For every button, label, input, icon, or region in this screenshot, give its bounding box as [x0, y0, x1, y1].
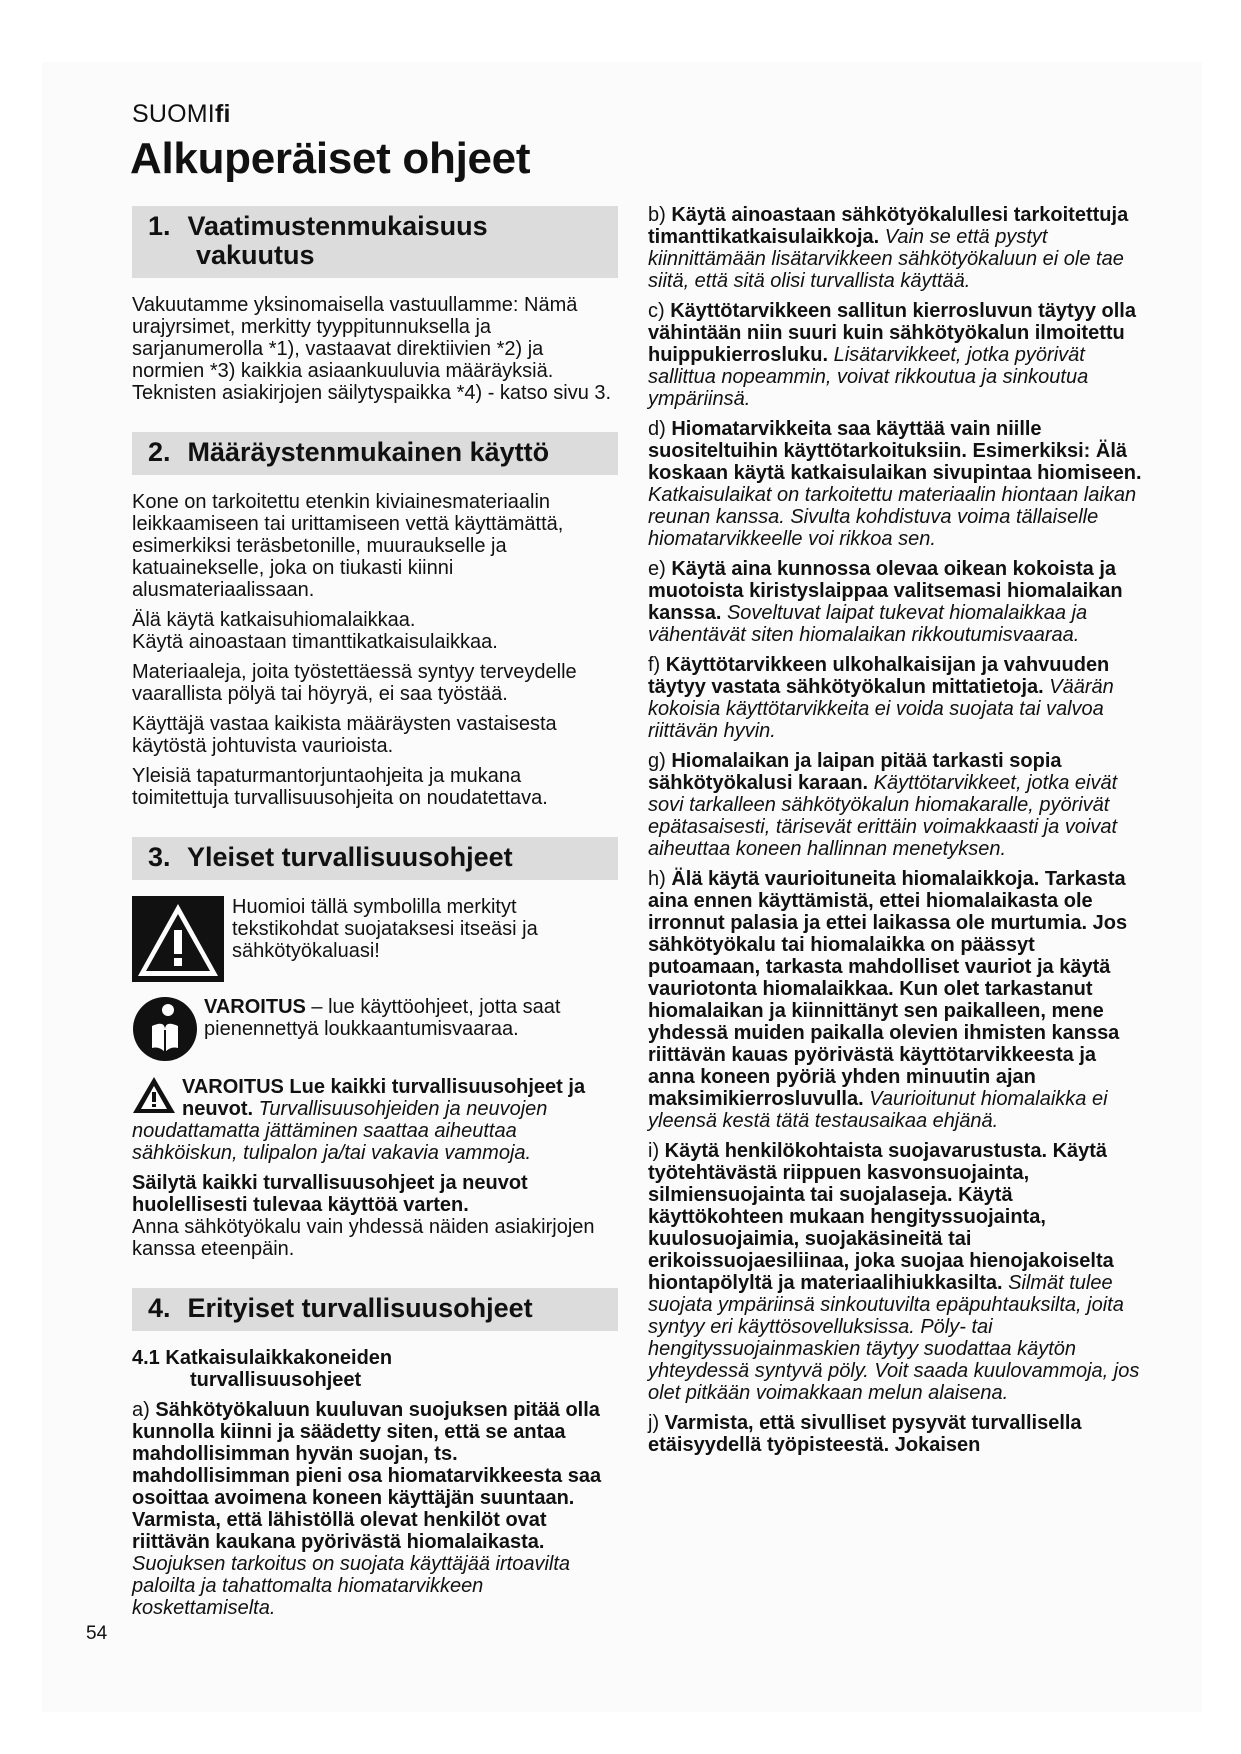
- list-item: f) Käyttötarvikkeen ulkohalkaisijan ja vahvuuden täytyy vastata sähkötyökalun mittatietoja. Väärän kokoisia käyttötarvikkeita ei voida suojata tai valvoa riittävän hyvin.: [648, 654, 1114, 742]
- symbol-note: Huomioi tällä symbolilla merkityt tekstikohdat suojataksesi itseäsi ja sähkötyökaluasi!: [132, 896, 618, 982]
- paragraph: Kone on tarkoitettu etenkin kiviainesmateriaalin leikkaamiseen tai urittamiseen vettä käyttämättä, esimerkiksi teräsbetonille, muuraukselle ja katuainekselle, joka on tiukasti kiinni alusmateriaalissaan.: [132, 491, 564, 601]
- left-column: [132, 206, 618, 1627]
- list-item: a) Sähkötyökaluun kuuluvan suojuksen pitää olla kunnolla kiinni ja säädetty siten, että se antaa mahdollisimman hyvän suojan, ts. mahdollisimman pieni osa hiomatarvikkeesta saa osoittaa avoimena koneen käyttäjän suuntaan. Varmista, että lähistöllä olevat henkilöt ovat riittävän kaukana pyörivästä hiomalaikasta. Suojuksen tarkoitus on suojata käyttäjää irtoavilta paloilta ja tahattomalta hiomatarvikkeen koskettamiselta.: [132, 1399, 602, 1619]
- read-manual-icon: [132, 996, 198, 1062]
- paragraph: Käyttäjä vastaa kaikista määräysten vastaisesta käytöstä johtuvista vaurioista.: [132, 713, 557, 757]
- list-item: g) Hiomalaikan ja laipan pitää tarkasti sopia sähkötyökalusi karaan. Käyttötarvikkeet, jotka eivät sovi tarkalleen sähkötyökalun hiomakaralle, pyörivät epätasaisesti, tärisevät erittäin voimakkaasti ja voivat aiheuttaa koneen hallinnan menetyksen.: [648, 750, 1118, 860]
- section-heading-3: 3. Yleiset turvallisuusohjeet: [132, 837, 618, 880]
- general-warning: VAROITUS Lue kaikki turvallisuusohjeet ja neuvot. Turvallisuusohjeiden ja neuvojen noudattamatta jättäminen saattaa aiheuttaa sähköiskun, tulipalon ja/tai vakavia vammoja.: [132, 1076, 586, 1164]
- section-heading-4: 4. Erityiset turvallisuusohjeet: [132, 1288, 618, 1331]
- list-item: i) Käytä henkilökohtaista suojavarustusta. Käytä työtehtävästä riippuen kasvonsuojainta, silmiensuojainta tai suojalaseja. Käytä käyttökohteen mukaan hengityssuojainta, kuulosuojaimia, suojakäsineitä tai erikoissuojaesiliinaa, joka suojaa hienojakoiselta hiontapölyltä ja materiaalihiukkasilta. Silmät tulee suojata ympäriinsä sinkoutuvilta epäpuhtauksilta, joita syntyy eri käyttösovelluksissa. Pöly- tai hengityssuojainmaskien täytyy suodattaa käytön yhteydessä syntyvä pöly. Voit saada kuulovammoja, jos olet pitkään voimakkaan melun alaisena.: [648, 1140, 1140, 1404]
- list-item: h) Älä käytä vaurioituneita hiomalaikkoja. Tarkasta aina ennen käyttämistä, ettei hiomalaikasta ole irronnut palasia ja ettei laikassa ole murtumia. Jos sähkötyökalu tai hiomalaikka on päässyt putoamaan, tarkasta mahdolliset vauriot ja käytä vauriotonta hiomalaikkaa. Kun olet tarkastanut hiomalaikan ja kiinnittänyt sen paikalleen, mene yhdessä muiden paikalla olevien ihmisten kanssa riittävän kauas pyörivästä käyttötarvikkeesta ja anna koneen pyöriä yhden minuutin ajan maksimikierrosluvulla. Vaurioitunut hiomalaikka ei yleensä kestä tätä testausaikaa ehjänä.: [648, 868, 1128, 1132]
- page-number: 54: [86, 1623, 108, 1644]
- paragraph: Säilytä kaikki turvallisuusohjeet ja neuvot huolellisesti tulevaa käyttöä varten. Anna sähkötyökalu vain yhdessä näiden asiakirjojen kanssa eteenpäin.: [132, 1172, 595, 1260]
- paragraph: Materiaaleja, joita työstettäessä syntyy terveydelle vaarallista pölyä tai höyryä, ei saa työstää.: [132, 661, 577, 705]
- section-heading-1: 1. Vaatimustenmukaisuus vakuutus: [132, 206, 618, 278]
- right-column: [648, 204, 1148, 1464]
- subsection-heading: 4.1 Katkaisulaikkakoneiden turvallisuusohjeet: [132, 1347, 393, 1391]
- list-item: j) Varmista, että sivulliset pysyvät turvallisella etäisyydellä työpisteestä. Jokaisen: [648, 1412, 1082, 1456]
- paragraph: Yleisiä tapaturmantorjuntaohjeita ja mukana toimitettuja turvallisuusohjeita on noudatettava.: [132, 765, 548, 809]
- page-title: Alkuperäiset ohjeet: [130, 134, 531, 183]
- language-label: SUOMIfi: [132, 100, 231, 128]
- list-item: e) Käytä aina kunnossa olevaa oikean kokoista ja muotoista kiristyslaippaa valitsemasi hiomalaikan kanssa. Soveltuvat laipat tukevat hiomalaikkaa ja vähentävät siten hiomalaikan rikkoutumisvaaraa.: [648, 558, 1123, 646]
- list-item: b) Käytä ainoastaan sähkötyökalullesi tarkoitettuja timanttikatkaisulaikkoja. Vain se että pystyt kiinnittämään lisätarvikkeen sähkötyökaluun ei ole tae siitä, että sitä olisi turvallista käyttää.: [648, 204, 1129, 292]
- read-manual-warning: VAROITUS – lue käyttöohjeet, jotta saat pienennettyä loukkaantumisvaaraa.: [132, 996, 618, 1062]
- small-warning-triangle-icon: [132, 1076, 176, 1114]
- list-item: c) Käyttötarvikkeen sallitun kierrosluvun täytyy olla vähintään niin suuri kuin sähkötyökalun ilmoitettu huippukierrosluku. Lisätarvikkeet, jotka pyörivät sallittua nopeammin, voivat rikkoutua ja sinkoutua ympäriinsä.: [648, 300, 1136, 410]
- paragraph: Vakuutamme yksinomaisella vastuullamme: Nämä urajyrsimet, merkitty tyyppitunnuksella ja sarjanumerolla *1), vastaavat direktiivien *2) ja normien *3) kaikkia asiaankuuluvia määräyksiä. Teknisten asiakirjojen säilytyspaikka *4) - katso sivu 3.: [132, 294, 612, 404]
- section-heading-2: 2. Määräystenmukainen käyttö: [132, 432, 618, 475]
- list-item: d) Hiomatarvikkeita saa käyttää vain niille suositeltuihin käyttötarkoituksiin. Esimerkiksi: Älä koskaan käytä katkaisulaikan sivupintaa hiomiseen. Katkaisulaikat on tarkoitettu materiaalin hiontaan laikan reunan kanssa. Sivulta kohdistuva voima tällaiselle hiomatarvikkeelle voi rikkoa sen.: [648, 418, 1142, 550]
- paragraph: Älä käytä katkaisuhiomalaikkaa. Käytä ainoastaan timanttikatkaisulaikkaa.: [132, 609, 498, 653]
- warning-triangle-icon: [132, 896, 224, 982]
